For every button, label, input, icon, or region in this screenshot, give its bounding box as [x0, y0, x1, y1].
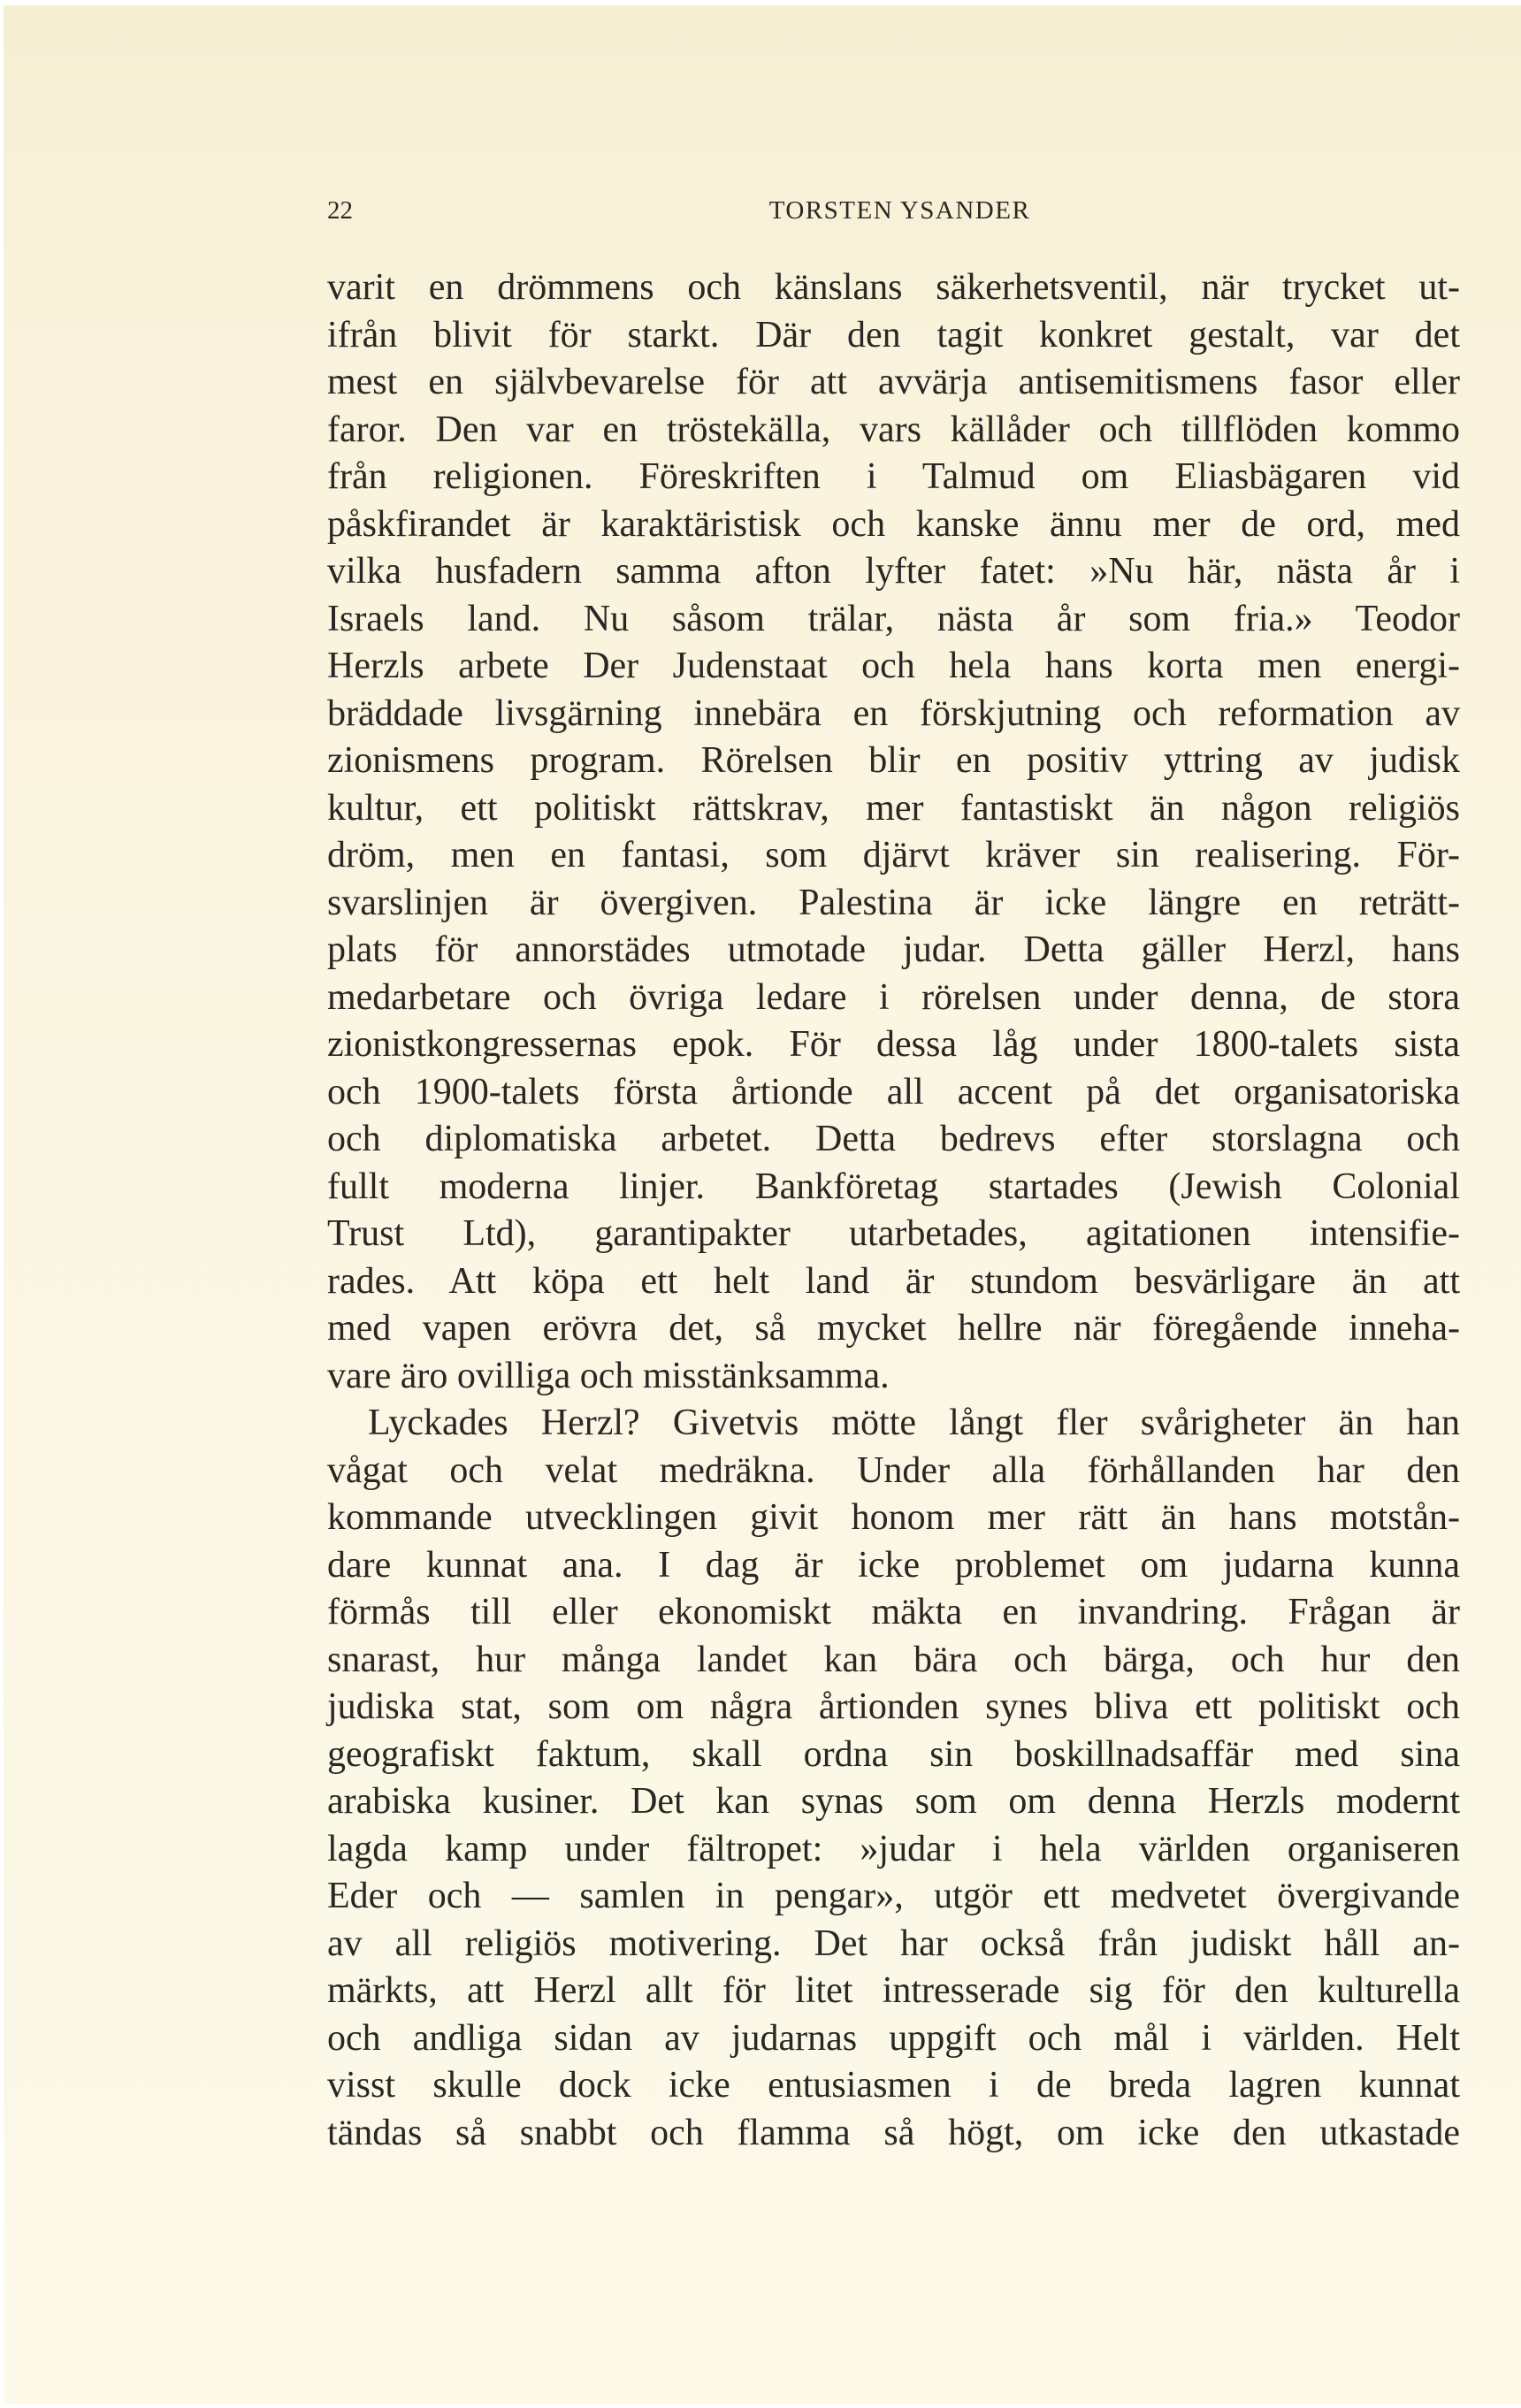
page-number: 22 [327, 196, 353, 225]
text-line: av all religiös motivering. Det har också från judiskt håll an- [327, 1923, 1460, 1964]
text-line: tändas så snabbt och flamma så högt, om icke den utkastade [327, 2112, 1460, 2153]
running-title: TORSTEN YSANDER [768, 196, 1031, 225]
text-line: faror. Den var en tröstekälla, vars källåder och tillflöden kommo [327, 409, 1460, 450]
text-line: fullt moderna linjer. Bankföretag startades (Jewish Colonial [327, 1166, 1460, 1207]
text-line: vågat och velat medräkna. Under alla förhållanden har den [327, 1449, 1460, 1491]
text-line: vilka husfadern samma afton lyfter fatet: »Nu här, nästa år i [327, 551, 1460, 592]
text-line: snarast, hur många landet kan bära och bärga, och hur den [327, 1639, 1460, 1680]
book-page [4, 5, 1521, 2404]
text-line: från religionen. Föreskriften i Talmud om Eliasbägaren vid [327, 456, 1460, 497]
text-line: och diplomatiska arbetet. Detta bedrevs efter storslagna och [327, 1119, 1460, 1159]
text-line: dare kunnat ana. I dag är icke problemet om judarna kunna [327, 1544, 1460, 1586]
paragraph-end-line: vare äro ovilliga och misstänksamma. [327, 1355, 890, 1396]
text-line: lagda kamp under fältropet: »judar i hela världen organiseren [327, 1828, 1460, 1869]
text-line: varit en drömmens och känslans säkerhetsventil, när trycket ut- [327, 267, 1460, 308]
text-line: och 1900-talets första årtionde all accent på det organisatoriska [327, 1071, 1460, 1112]
text-line: judiska stat, som om några årtionden synes bliva ett politiskt och [327, 1686, 1460, 1727]
text-line: kultur, ett politiskt rättskrav, mer fantastiskt än någon religiös [327, 787, 1460, 829]
running-head [327, 195, 1460, 226]
text-line: plats för annorstädes utmotade judar. Detta gäller Herzl, hans [327, 929, 1460, 970]
paragraph-start-line: Lyckades Herzl? Givetvis mötte långt fler svårigheter än han [368, 1403, 1460, 1443]
text-line: rades. Att köpa ett helt land är stundom besvärligare än att [327, 1260, 1460, 1302]
text-line: ifrån blivit för starkt. Där den tagit konkret gestalt, var det [327, 314, 1460, 355]
text-line: svarslinjen är övergiven. Palestina är icke längre en reträtt- [327, 882, 1460, 923]
text-line: märkts, att Herzl allt för litet intresserade sig för den kulturella [327, 1970, 1460, 2011]
text-line: Herzls arbete Der Judenstaat och hela hans korta men energi- [327, 646, 1460, 686]
text-line: zionistkongressernas epok. För dessa låg under 1800-talets sista [327, 1024, 1460, 1065]
text-line: visst skulle dock icke entusiasmen i de breda lagren kunnat [327, 2065, 1460, 2106]
body-text [327, 264, 1460, 2157]
text-line: mest en självbevarelse för att avvärja antisemitismens fasor eller [327, 362, 1460, 402]
text-line: dröm, men en fantasi, som djärvt kräver sin realisering. För- [327, 835, 1460, 875]
text-line: zionismens program. Rörelsen blir en positiv yttring av judisk [327, 740, 1460, 781]
text-line: bräddade livsgärning innebära en förskjutning och reformation av [327, 692, 1460, 734]
text-line: och andliga sidan av judarnas uppgift och mål i världen. Helt [327, 2017, 1460, 2059]
text-line: kommande utvecklingen givit honom mer rätt än hans motstån- [327, 1497, 1460, 1538]
text-line: arabiska kusiner. Det kan synas som om denna Herzls modernt [327, 1781, 1460, 1822]
text-line: förmås till eller ekonomiskt mäkta en invandring. Frågan är [327, 1592, 1460, 1632]
text-line: Israels land. Nu såsom trälar, nästa år som fria.» Teodor [327, 598, 1460, 639]
text-line: medarbetare och övriga ledare i rörelsen under denna, de stora [327, 976, 1460, 1018]
text-line: påskfirandet är karaktäristisk och kanske ännu mer de ord, med [327, 503, 1460, 545]
text-line: med vapen erövra det, så mycket hellre när föregående inneha- [327, 1308, 1460, 1349]
text-line: Trust Ltd), garantipakter utarbetades, agitationen intensifie- [327, 1213, 1460, 1254]
text-line: Eder och — samlen in pengar», utgör ett medvetet övergivande [327, 1876, 1460, 1916]
text-line: geografiskt faktum, skall ordna sin boskillnadsaffär med sina [327, 1733, 1460, 1775]
